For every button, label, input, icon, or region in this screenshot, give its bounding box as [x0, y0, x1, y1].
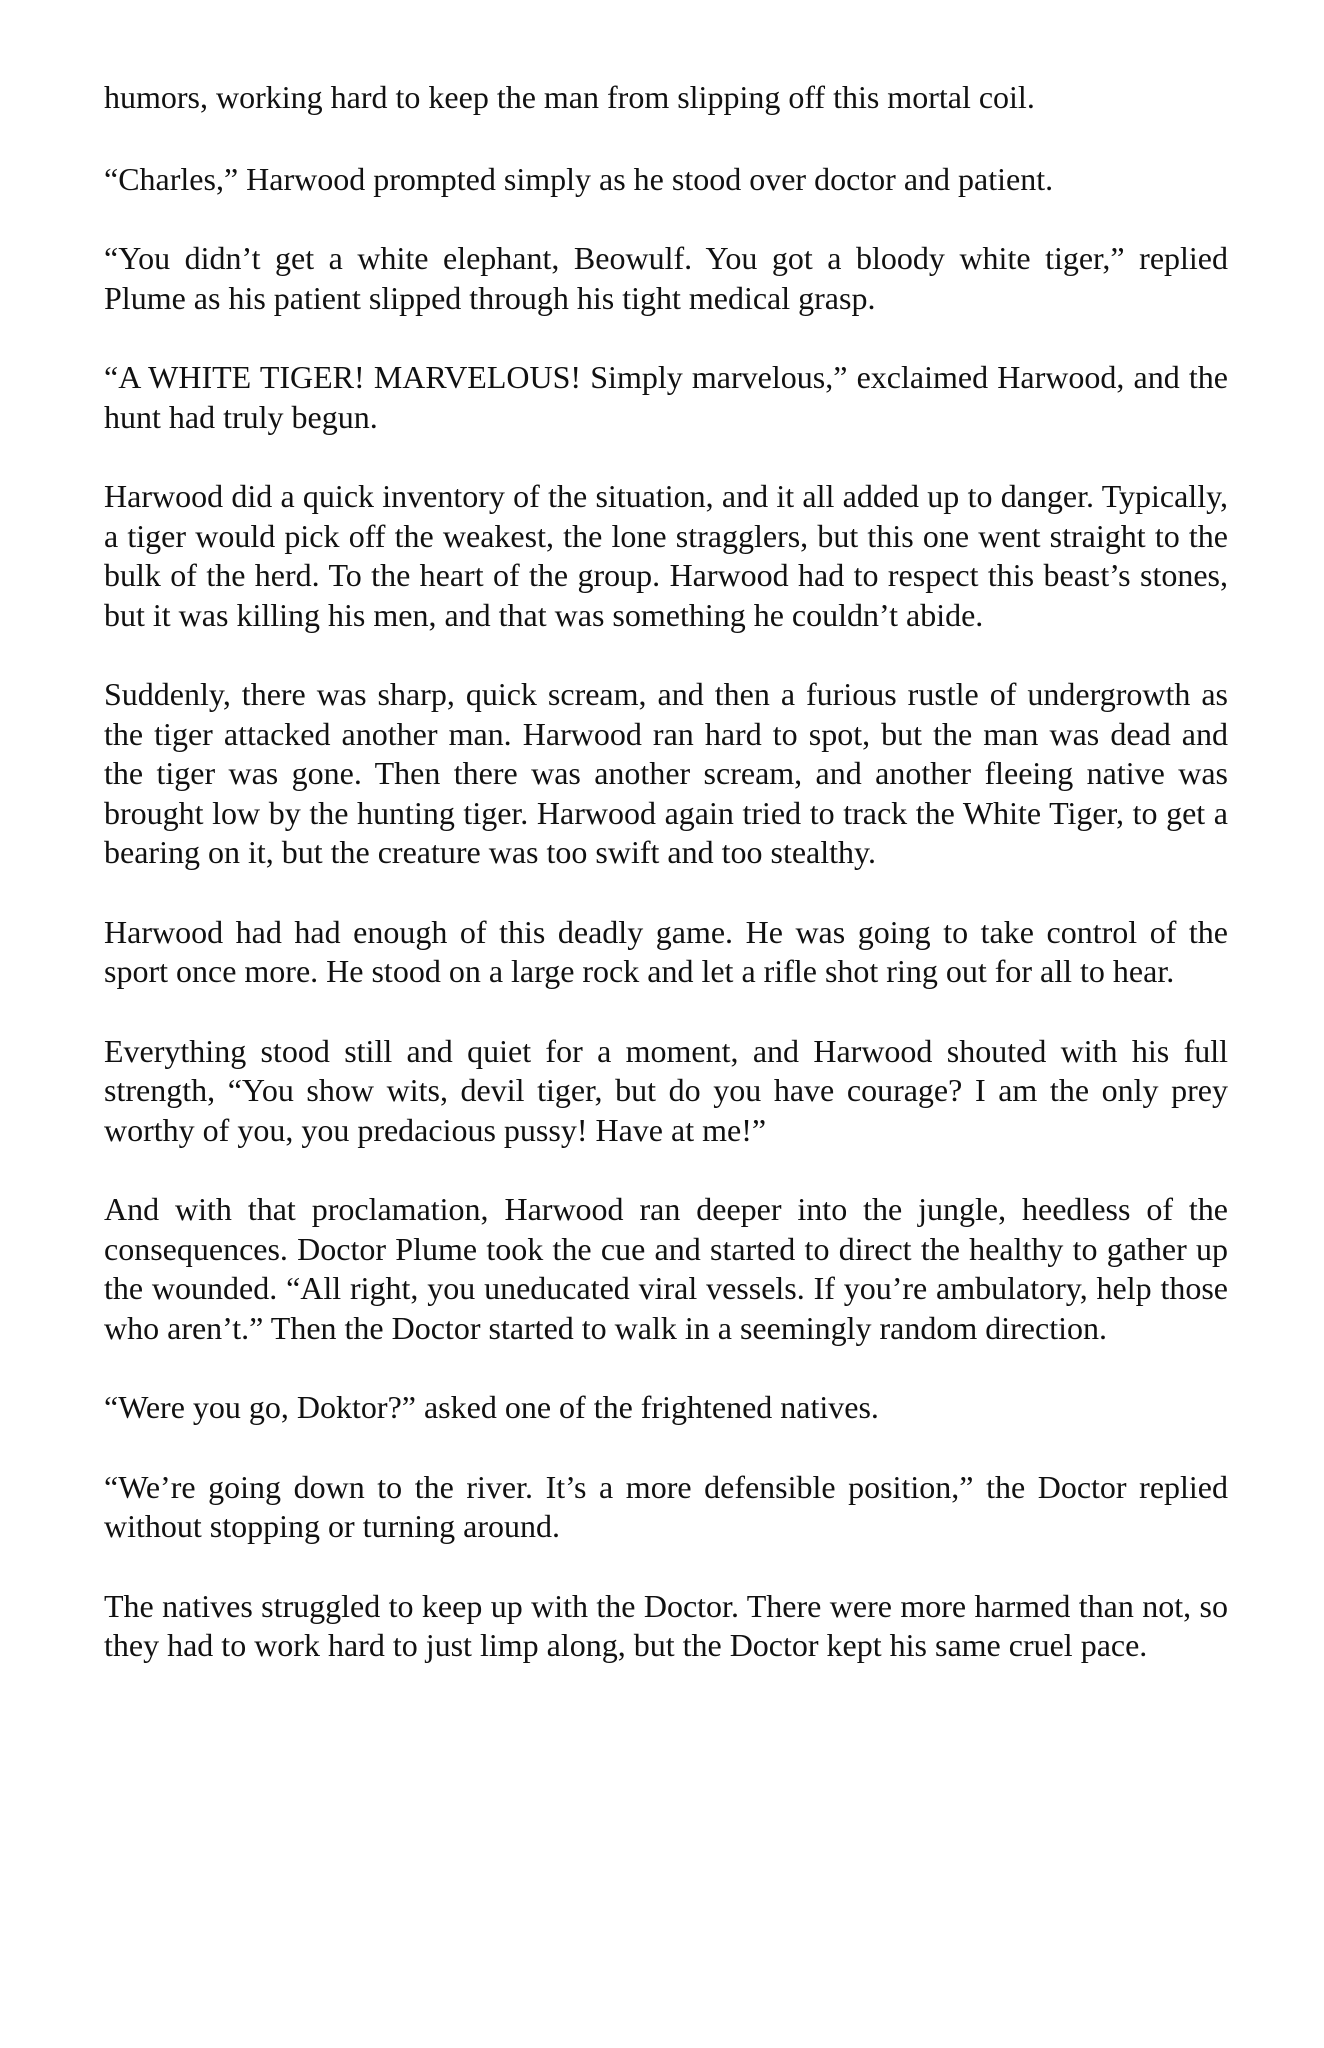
paragraph: And with that proclamation, Harwood ran deeper into the jungle, heedless of the consequences. Doctor Plume took the cue and started to direct the healthy to gather up the wounded. “All right, you uneducated viral vessels. If you’re ambulatory, help those who aren’t.” Then the Doctor started to walk in a seemingly random direction.	[104, 1191, 1228, 1346]
paragraph: Harwood had had enough of this deadly game. He was going to take control of the sport once more. He stood on a large rock and let a rifle shot ring out for all to hear.	[104, 913, 1228, 989]
page-body	[104, 78, 1228, 1706]
paragraph: The natives struggled to keep up with the Doctor. There were more harmed than not, so they had to work hard to just limp along, but the Doctor kept his same cruel pace.	[104, 1587, 1228, 1663]
paragraph: humors, working hard to keep the man from slipping off this mortal coil.	[104, 79, 1035, 115]
paragraph: “Were you go, Doktor?” asked one of the frightened natives.	[104, 1389, 879, 1425]
paragraph: Suddenly, there was sharp, quick scream, and then a furious rustle of undergrowth as the tiger attacked another man. Harwood ran hard to spot, but the man was dead and the tiger was gone. Then there was another scream, and another fleeing native was brought low by the hunting tiger. Harwood again tried to track the White Tiger, to get a bearing on it, but the creature was too swift and too stealthy.	[104, 676, 1228, 870]
paragraph: “A WHITE TIGER! MARVELOUS! Simply marvelous,” exclaimed Harwood, and the hunt had truly begun.	[104, 359, 1228, 435]
paragraph: Everything stood still and quiet for a moment, and Harwood shouted with his full strength, “You show wits, devil tiger, but do you have courage? I am the only prey worthy of you, you predacious pussy! Have at me!”	[104, 1032, 1228, 1148]
paragraph: “You didn’t get a white elephant, Beowulf. You got a bloody white tiger,” replied Plume as his patient slipped through his tight medical grasp.	[104, 240, 1228, 316]
paragraph: Harwood did a quick inventory of the situation, and it all added up to danger. Typically, a tiger would pick off the weakest, the lone stragglers, but this one went straight to the bulk of the herd. To the heart of the group. Harwood had to respect this beast’s stones, but it was killing his men, and that was something he couldn’t abide.	[104, 478, 1228, 633]
paragraph: “Charles,” Harwood prompted simply as he stood over doctor and patient.	[104, 160, 1054, 197]
paragraph: “We’re going down to the river. It’s a more defensible position,” the Doctor replied without stopping or turning around.	[104, 1468, 1228, 1544]
